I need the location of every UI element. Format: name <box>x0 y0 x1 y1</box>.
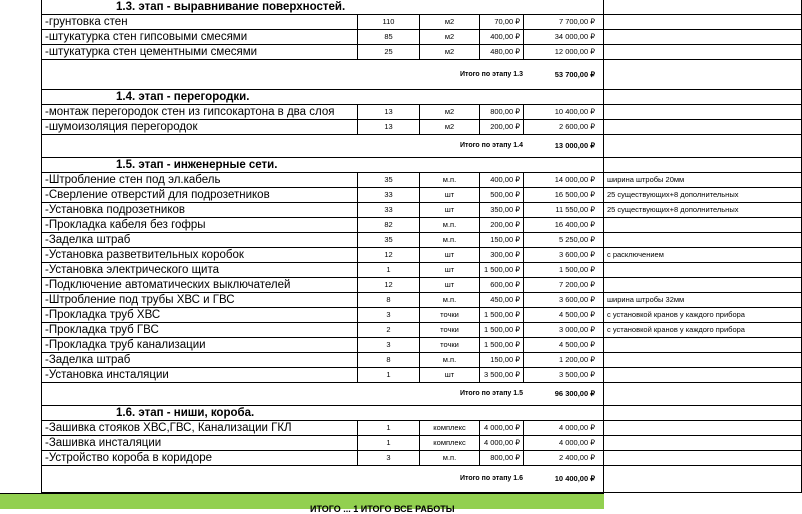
work-name-cell: -Сверление отверстий для подрозетников <box>41 188 358 203</box>
work-name-cell: -Штробление под трубы ХВС и ГВС <box>41 293 358 308</box>
note-cell <box>604 368 802 383</box>
price-cell: 1 500,00 ₽ <box>480 338 524 353</box>
table-row <box>0 451 802 466</box>
quantity-cell: 82 <box>358 218 420 233</box>
note-cell: с расключением <box>604 248 802 263</box>
price-cell: 70,00 ₽ <box>480 15 524 30</box>
unit-cell: шт <box>420 248 480 263</box>
sum-cell: 12 000,00 ₽ <box>524 45 604 60</box>
subtotal-cell <box>41 60 604 90</box>
unit-cell: м2 <box>420 120 480 135</box>
note-cell: с установкой кранов у каждого прибора <box>604 323 802 338</box>
section-title: 1.6. этап - ниши, короба. <box>41 406 604 421</box>
table-row <box>0 368 802 383</box>
sum-cell: 7 700,00 ₽ <box>524 15 604 30</box>
sum-cell: 16 400,00 ₽ <box>524 218 604 233</box>
table-row <box>0 188 802 203</box>
quantity-cell: 1 <box>358 263 420 278</box>
price-cell: 480,00 ₽ <box>480 45 524 60</box>
price-cell: 150,00 ₽ <box>480 353 524 368</box>
table-row <box>0 105 802 120</box>
quantity-cell: 33 <box>358 203 420 218</box>
work-name-cell: -монтаж перегородок стен из гипсокартона в два слоя <box>41 105 358 120</box>
table-row <box>0 263 802 278</box>
subtotal-label: Итого по этапу 1.4 <box>459 142 523 149</box>
sum-cell: 11 550,00 ₽ <box>524 203 604 218</box>
price-cell: 1 500,00 ₽ <box>480 308 524 323</box>
note-cell <box>604 120 802 135</box>
work-name-cell: -Установка инсталяции <box>41 368 358 383</box>
sum-cell: 1 200,00 ₽ <box>524 353 604 368</box>
table-row <box>0 30 802 45</box>
quantity-cell: 8 <box>358 293 420 308</box>
unit-cell: м.п. <box>420 173 480 188</box>
unit-cell: комплекс <box>420 436 480 451</box>
table-row <box>0 278 802 293</box>
table-row <box>0 218 802 233</box>
sum-cell: 7 200,00 ₽ <box>524 278 604 293</box>
empty-cell <box>604 383 802 406</box>
note-cell <box>604 436 802 451</box>
work-name-cell: -Прокладка кабеля без гофры <box>41 218 358 233</box>
price-cell: 150,00 ₽ <box>480 233 524 248</box>
work-name-cell: -Установка разветвительных коробок <box>41 248 358 263</box>
work-name-cell: -Прокладка труб канализации <box>41 338 358 353</box>
quantity-cell: 8 <box>358 353 420 368</box>
sum-cell: 3 000,00 ₽ <box>524 323 604 338</box>
price-cell: 4 000,00 ₽ <box>480 436 524 451</box>
quantity-cell: 12 <box>358 278 420 293</box>
unit-cell: шт <box>420 203 480 218</box>
unit-cell: м2 <box>420 45 480 60</box>
work-name-cell: -штукатурка стен гипсовыми смесями <box>41 30 358 45</box>
note-cell <box>604 421 802 436</box>
unit-cell: м.п. <box>420 451 480 466</box>
note-cell: ширина штробы 32мм <box>604 293 802 308</box>
sum-cell: 10 400,00 ₽ <box>524 105 604 120</box>
empty-cell <box>604 60 802 90</box>
sum-cell: 5 250,00 ₽ <box>524 233 604 248</box>
price-cell: 300,00 ₽ <box>480 248 524 263</box>
note-cell <box>604 338 802 353</box>
subtotal-row <box>0 383 802 406</box>
table-row <box>0 45 802 60</box>
unit-cell: м2 <box>420 30 480 45</box>
work-name-cell: -Зашивка инсталяции <box>41 436 358 451</box>
sum-cell: 2 400,00 ₽ <box>524 451 604 466</box>
note-cell <box>604 15 802 30</box>
unit-cell: м2 <box>420 105 480 120</box>
work-name-cell: -грунтовка стен <box>41 15 358 30</box>
unit-cell: шт <box>420 368 480 383</box>
note-cell <box>604 353 802 368</box>
grand-total-row <box>0 493 604 514</box>
sum-cell: 3 600,00 ₽ <box>524 293 604 308</box>
sum-cell: 4 000,00 ₽ <box>524 421 604 436</box>
quantity-cell: 13 <box>358 120 420 135</box>
note-cell <box>604 30 802 45</box>
subtotal-value: 96 300,00 ₽ <box>554 389 595 398</box>
work-name-cell: -Зашивка стояков ХВС,ГВС, Канализации ГКЛ <box>41 421 358 436</box>
price-cell: 600,00 ₽ <box>480 278 524 293</box>
section-title-row <box>0 90 802 105</box>
note-cell <box>604 263 802 278</box>
subtotal-cell <box>41 466 604 493</box>
quantity-cell: 3 <box>358 308 420 323</box>
unit-cell: м.п. <box>420 218 480 233</box>
price-cell: 400,00 ₽ <box>480 30 524 45</box>
quantity-cell: 13 <box>358 105 420 120</box>
quantity-cell: 2 <box>358 323 420 338</box>
section-title-row <box>0 0 802 15</box>
work-name-cell: -Заделка штраб <box>41 353 358 368</box>
section-title-row <box>0 158 802 173</box>
work-name-cell: -Штробление стен под эл.кабель <box>41 173 358 188</box>
sum-cell: 34 000,00 ₽ <box>524 30 604 45</box>
sum-cell: 4 000,00 ₽ <box>524 436 604 451</box>
quantity-cell: 1 <box>358 421 420 436</box>
subtotal-label: Итого по этапу 1.6 <box>459 475 523 482</box>
table-row <box>0 323 802 338</box>
quantity-cell: 12 <box>358 248 420 263</box>
unit-cell: комплекс <box>420 421 480 436</box>
unit-cell: точки <box>420 338 480 353</box>
work-name-cell: -Установка электрического щита <box>41 263 358 278</box>
quantity-cell: 1 <box>358 436 420 451</box>
note-cell <box>604 45 802 60</box>
subtotal-value: 13 000,00 ₽ <box>554 141 595 150</box>
sum-cell: 1 500,00 ₽ <box>524 263 604 278</box>
unit-cell: шт <box>420 278 480 293</box>
empty-cell <box>604 135 802 158</box>
unit-cell: точки <box>420 308 480 323</box>
sum-cell: 4 500,00 ₽ <box>524 338 604 353</box>
note-cell: 25 существующих+8 дополнительных <box>604 188 802 203</box>
empty-cell <box>604 466 802 493</box>
quantity-cell: 35 <box>358 233 420 248</box>
unit-cell: м.п. <box>420 353 480 368</box>
price-cell: 450,00 ₽ <box>480 293 524 308</box>
subtotal-label: Итого по этапу 1.3 <box>459 70 523 78</box>
price-cell: 4 000,00 ₽ <box>480 421 524 436</box>
price-cell: 1 500,00 ₽ <box>480 263 524 278</box>
work-name-cell: -штукатурка стен цементными смесями <box>41 45 358 60</box>
table-row <box>0 120 802 135</box>
unit-cell: м.п. <box>420 233 480 248</box>
note-cell <box>604 278 802 293</box>
table-row <box>0 308 802 323</box>
section-title-row <box>0 406 802 421</box>
price-cell: 800,00 ₽ <box>480 451 524 466</box>
table-row <box>0 353 802 368</box>
quantity-cell: 33 <box>358 188 420 203</box>
sum-cell: 2 600,00 ₽ <box>524 120 604 135</box>
empty-cell <box>604 90 802 105</box>
sum-cell: 16 500,00 ₽ <box>524 188 604 203</box>
subtotal-value: 10 400,00 ₽ <box>554 474 595 483</box>
section-title: 1.5. этап - инженерные сети. <box>41 158 604 173</box>
subtotal-row <box>0 60 802 90</box>
sum-cell: 3 600,00 ₽ <box>524 248 604 263</box>
quantity-cell: 3 <box>358 451 420 466</box>
work-name-cell: -Установка подрозетников <box>41 203 358 218</box>
subtotal-row <box>0 135 802 158</box>
note-cell <box>604 233 802 248</box>
work-name-cell: -Подключение автоматических выключателей <box>41 278 358 293</box>
note-cell: 25 существующих+8 дополнительных <box>604 203 802 218</box>
quantity-cell: 110 <box>358 15 420 30</box>
subtotal-label: Итого по этапу 1.5 <box>459 390 523 397</box>
unit-cell: точки <box>420 323 480 338</box>
price-cell: 200,00 ₽ <box>480 120 524 135</box>
quantity-cell: 25 <box>358 45 420 60</box>
note-cell <box>604 451 802 466</box>
unit-cell: м2 <box>420 15 480 30</box>
unit-cell: шт <box>420 188 480 203</box>
price-cell: 1 500,00 ₽ <box>480 323 524 338</box>
table-row <box>0 421 802 436</box>
unit-cell: шт <box>420 263 480 278</box>
grand-total-text: ИТОГО ... 1 ИТОГО ВСЕ РАБОТЫ <box>310 504 455 514</box>
work-name-cell: -шумоизоляция перегородок <box>41 120 358 135</box>
note-cell: с установкой кранов у каждого прибора <box>604 308 802 323</box>
price-cell: 500,00 ₽ <box>480 188 524 203</box>
price-cell: 350,00 ₽ <box>480 203 524 218</box>
table-row <box>0 248 802 263</box>
quantity-cell: 85 <box>358 30 420 45</box>
table-row <box>0 338 802 353</box>
note-cell: ширина штробы 20мм <box>604 173 802 188</box>
price-cell: 200,00 ₽ <box>480 218 524 233</box>
section-title: 1.3. этап - выравнивание поверхностей. <box>41 0 604 15</box>
unit-cell: м.п. <box>420 293 480 308</box>
subtotal-cell <box>41 383 604 406</box>
quantity-cell: 3 <box>358 338 420 353</box>
price-cell: 3 500,00 ₽ <box>480 368 524 383</box>
note-cell <box>604 105 802 120</box>
quantity-cell: 1 <box>358 368 420 383</box>
table-row <box>0 15 802 30</box>
sum-cell: 14 000,00 ₽ <box>524 173 604 188</box>
subtotal-cell <box>41 135 604 158</box>
price-cell: 400,00 ₽ <box>480 173 524 188</box>
sum-cell: 3 500,00 ₽ <box>524 368 604 383</box>
work-name-cell: -Заделка штраб <box>41 233 358 248</box>
table-row <box>0 173 802 188</box>
empty-cell <box>604 406 802 421</box>
sum-cell: 4 500,00 ₽ <box>524 308 604 323</box>
work-name-cell: -Прокладка труб ХВС <box>41 308 358 323</box>
quantity-cell: 35 <box>358 173 420 188</box>
note-cell <box>604 218 802 233</box>
table-row <box>0 203 802 218</box>
table-row <box>0 293 802 308</box>
price-cell: 800,00 ₽ <box>480 105 524 120</box>
work-name-cell: -Устройство короба в коридоре <box>41 451 358 466</box>
table-row <box>0 436 802 451</box>
subtotal-value: 53 700,00 ₽ <box>554 69 595 79</box>
empty-cell <box>604 158 802 173</box>
empty-cell <box>604 0 802 15</box>
subtotal-row <box>0 466 802 493</box>
section-title: 1.4. этап - перегородки. <box>41 90 604 105</box>
work-name-cell: -Прокладка труб ГВС <box>41 323 358 338</box>
table-row <box>0 233 802 248</box>
